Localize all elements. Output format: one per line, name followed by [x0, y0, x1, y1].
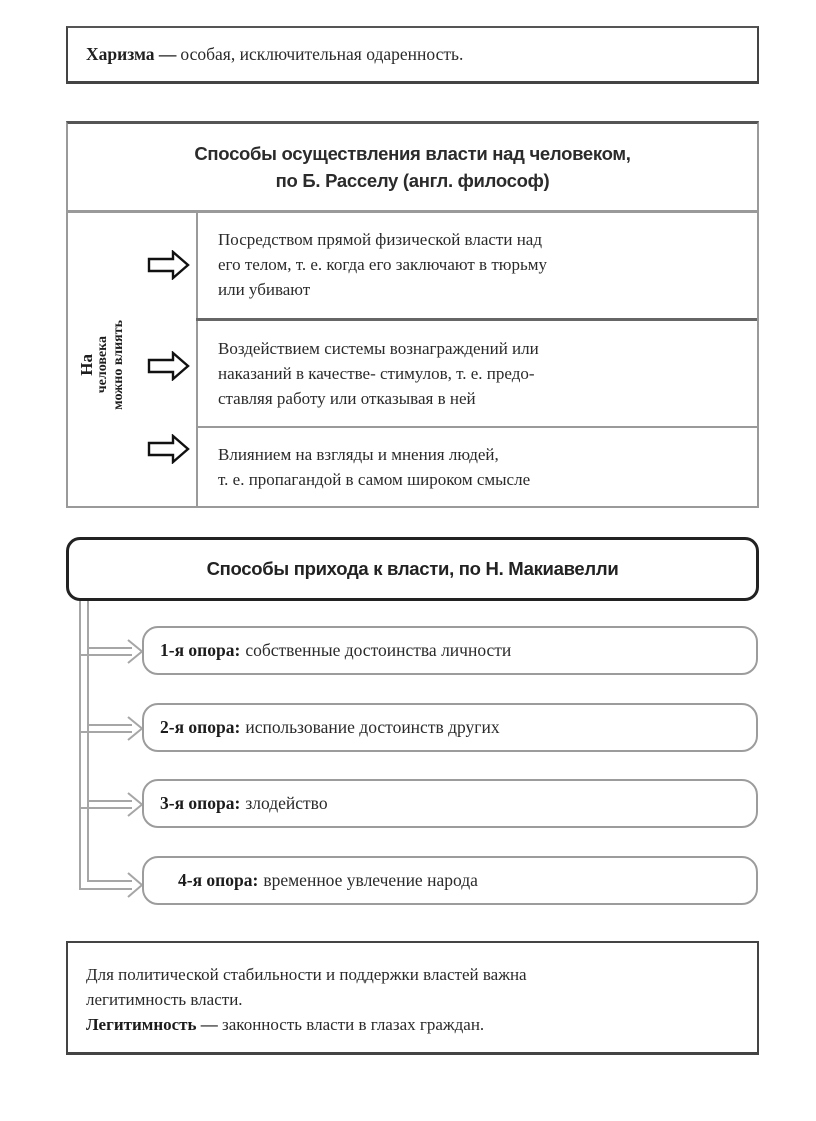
row-text-line: его телом, т. е. когда его заключают в тюрьму	[218, 254, 547, 274]
machiavelli-title: Способы прихода к власти, по Н. Макиавелли	[66, 537, 759, 601]
row-text-line: Влиянием на взгляды и мнения людей,	[218, 445, 499, 464]
russell-side-column	[68, 210, 198, 506]
connector-arrowheads	[128, 640, 142, 897]
pillar-label: 1-я опора:	[160, 640, 241, 660]
charisma-definition: особая, исключительная одаренность.	[180, 44, 464, 64]
pillar-label: 3-я опора:	[160, 793, 241, 813]
row-text-line: ставляя работу или отказывая в ней	[218, 389, 476, 408]
hollow-right-arrow-icon	[147, 250, 191, 280]
pillar-2	[142, 703, 758, 752]
legitimacy-line-2: легитимность власти.	[86, 990, 243, 1009]
russell-row-rewards	[196, 321, 757, 428]
pillar-label: 4-я опора:	[178, 870, 259, 890]
pillar-text: собственные достоинства личности	[245, 640, 512, 660]
pillar-text: временное увлечение народа	[263, 870, 478, 890]
charisma-definition-box	[66, 26, 759, 84]
row-text-line: Воздействием системы вознаграждений или	[218, 339, 539, 358]
pillar-text: злодейство	[245, 793, 328, 813]
pillar-1	[142, 626, 758, 675]
side-label-line-2: человека	[95, 336, 110, 394]
hollow-right-arrow-icon	[147, 434, 191, 464]
russell-row-propaganda	[196, 428, 757, 506]
legitimacy-line-1: Для политической стабильности и поддержки властей важна	[86, 965, 527, 984]
row-text-line: Посредством прямой физической власти над	[218, 229, 542, 249]
pillar-3	[142, 779, 758, 828]
russell-rows	[196, 210, 757, 506]
legitimacy-term: Легитимность —	[86, 1015, 218, 1034]
hollow-right-arrow-icon	[147, 351, 191, 381]
pillar-4	[142, 856, 758, 905]
russell-title-line-1: Способы осуществления власти над человеком,	[194, 143, 631, 164]
legitimacy-definition: законность власти в глазах граждан.	[222, 1015, 485, 1034]
pillar-label: 2-я опора:	[160, 717, 241, 737]
row-text-line: или убивают	[218, 279, 311, 299]
legitimacy-definition-line	[86, 1012, 757, 1037]
charisma-term: Харизма —	[86, 44, 177, 64]
legitimacy-box	[66, 941, 759, 1055]
russell-title-line-2: по Б. Расселу (англ. философ)	[275, 170, 550, 191]
russell-row-physical	[196, 210, 757, 321]
row-text-line: наказаний в качестве- стимулов, т. е. предо-	[218, 364, 535, 383]
side-label-line-3: можно влиять	[111, 320, 126, 410]
side-label	[58, 265, 148, 465]
side-label-line-1: На	[77, 354, 96, 376]
russell-methods-table	[66, 121, 759, 508]
russell-title	[68, 124, 757, 213]
row-text-line: т. е. пропагандой в самом широком смысле	[218, 470, 531, 489]
pillar-text: использование достоинств других	[245, 717, 500, 737]
